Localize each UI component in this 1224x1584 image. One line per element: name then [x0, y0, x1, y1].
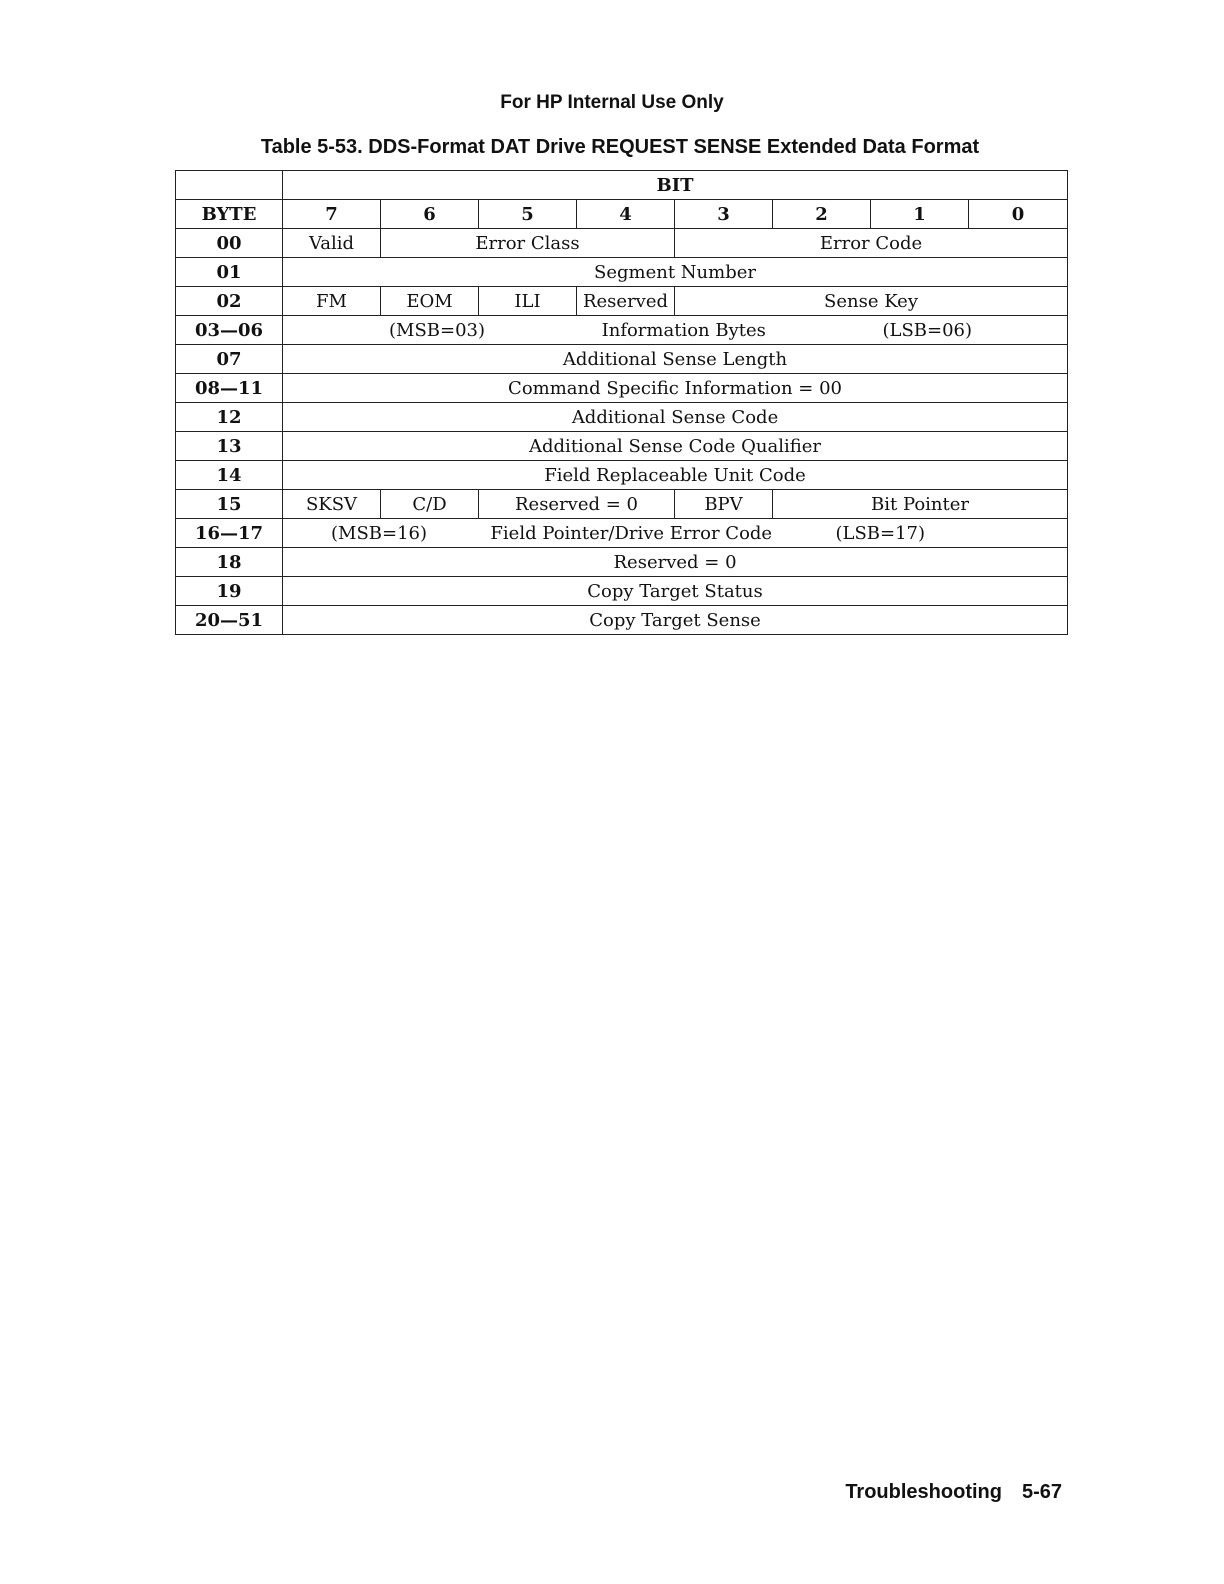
table-row [176, 461, 1068, 490]
table-row [176, 548, 1068, 577]
bit-5: 5 [479, 200, 577, 229]
bit-pointer-field: Bit Pointer [773, 490, 1068, 519]
table-row [176, 287, 1068, 316]
table-row-bit-numbers [176, 200, 1068, 229]
bit-1: 1 [871, 200, 969, 229]
table-row [176, 258, 1068, 287]
bit-0: 0 [969, 200, 1068, 229]
byte-cell: 01 [176, 258, 283, 287]
byte-cell: 19 [176, 577, 283, 606]
bit-7: 7 [283, 200, 381, 229]
reserved-byte-field: Reserved = 0 [283, 548, 1068, 577]
byte-cell: 03—06 [176, 316, 283, 345]
page-header-notice: For HP Internal Use Only [500, 92, 724, 113]
table-row [176, 490, 1068, 519]
ili-field: ILI [479, 287, 577, 316]
table-row [176, 374, 1068, 403]
bit-4: 4 [577, 200, 675, 229]
cd-field: C/D [381, 490, 479, 519]
byte-cell: 20—51 [176, 606, 283, 635]
byte-cell: 15 [176, 490, 283, 519]
table-row [176, 403, 1068, 432]
lsb-label: (LSB=06) [882, 319, 973, 341]
byte-cell: 13 [176, 432, 283, 461]
copy-target-status-field: Copy Target Status [283, 577, 1068, 606]
table-row-bit-header [176, 171, 1068, 200]
error-class-field: Error Class [381, 229, 675, 258]
table-row [176, 316, 1068, 345]
table-row [176, 577, 1068, 606]
byte-cell: 18 [176, 548, 283, 577]
byte-cell: 07 [176, 345, 283, 374]
lsb-label: (LSB=17) [835, 522, 926, 544]
additional-sense-length-field: Additional Sense Length [283, 345, 1068, 374]
table-row [176, 345, 1068, 374]
eom-field: EOM [381, 287, 479, 316]
bit-2: 2 [773, 200, 871, 229]
reserved-field: Reserved [577, 287, 675, 316]
msb-label: (MSB=16) [331, 522, 428, 544]
additional-sense-code-qualifier-field: Additional Sense Code Qualifier [283, 432, 1068, 461]
field-label: Information Bytes [601, 319, 766, 341]
bit-header: BIT [283, 171, 1068, 200]
msb-label: (MSB=03) [389, 319, 486, 341]
footer-page-number: 5-67 [1021, 1481, 1062, 1503]
byte-cell: 12 [176, 403, 283, 432]
bit-3: 3 [675, 200, 773, 229]
byte-cell: 00 [176, 229, 283, 258]
table-row [176, 606, 1068, 635]
table-row [176, 229, 1068, 258]
sense-key-field: Sense Key [675, 287, 1068, 316]
page-footer [845, 1481, 1062, 1504]
field-pointer-field [283, 519, 1068, 548]
sksv-field: SKSV [283, 490, 381, 519]
field-label: Field Pointer/Drive Error Code [490, 522, 773, 544]
bit-6: 6 [381, 200, 479, 229]
segment-number-field: Segment Number [283, 258, 1068, 287]
command-specific-information-field: Command Specific Information = 00 [283, 374, 1068, 403]
footer-section: Troubleshooting [845, 1481, 1002, 1503]
byte-cell: 14 [176, 461, 283, 490]
table-row [176, 519, 1068, 548]
byte-header: BYTE [176, 200, 283, 229]
table-row [176, 432, 1068, 461]
table-caption: Table 5-53. DDS-Format DAT Drive REQUEST SENSE Extended Data Format [260, 136, 980, 158]
error-code-field: Error Code [675, 229, 1068, 258]
request-sense-table [175, 170, 1068, 635]
reserved-zero-field: Reserved = 0 [479, 490, 675, 519]
information-bytes-field [283, 316, 1068, 345]
valid-field: Valid [283, 229, 381, 258]
byte-cell: 16—17 [176, 519, 283, 548]
additional-sense-code-field: Additional Sense Code [283, 403, 1068, 432]
field-replaceable-unit-code-field: Field Replaceable Unit Code [283, 461, 1068, 490]
byte-cell: 02 [176, 287, 283, 316]
corner-cell [176, 171, 283, 200]
fm-field: FM [283, 287, 381, 316]
bpv-field: BPV [675, 490, 773, 519]
byte-cell: 08—11 [176, 374, 283, 403]
copy-target-sense-field: Copy Target Sense [283, 606, 1068, 635]
